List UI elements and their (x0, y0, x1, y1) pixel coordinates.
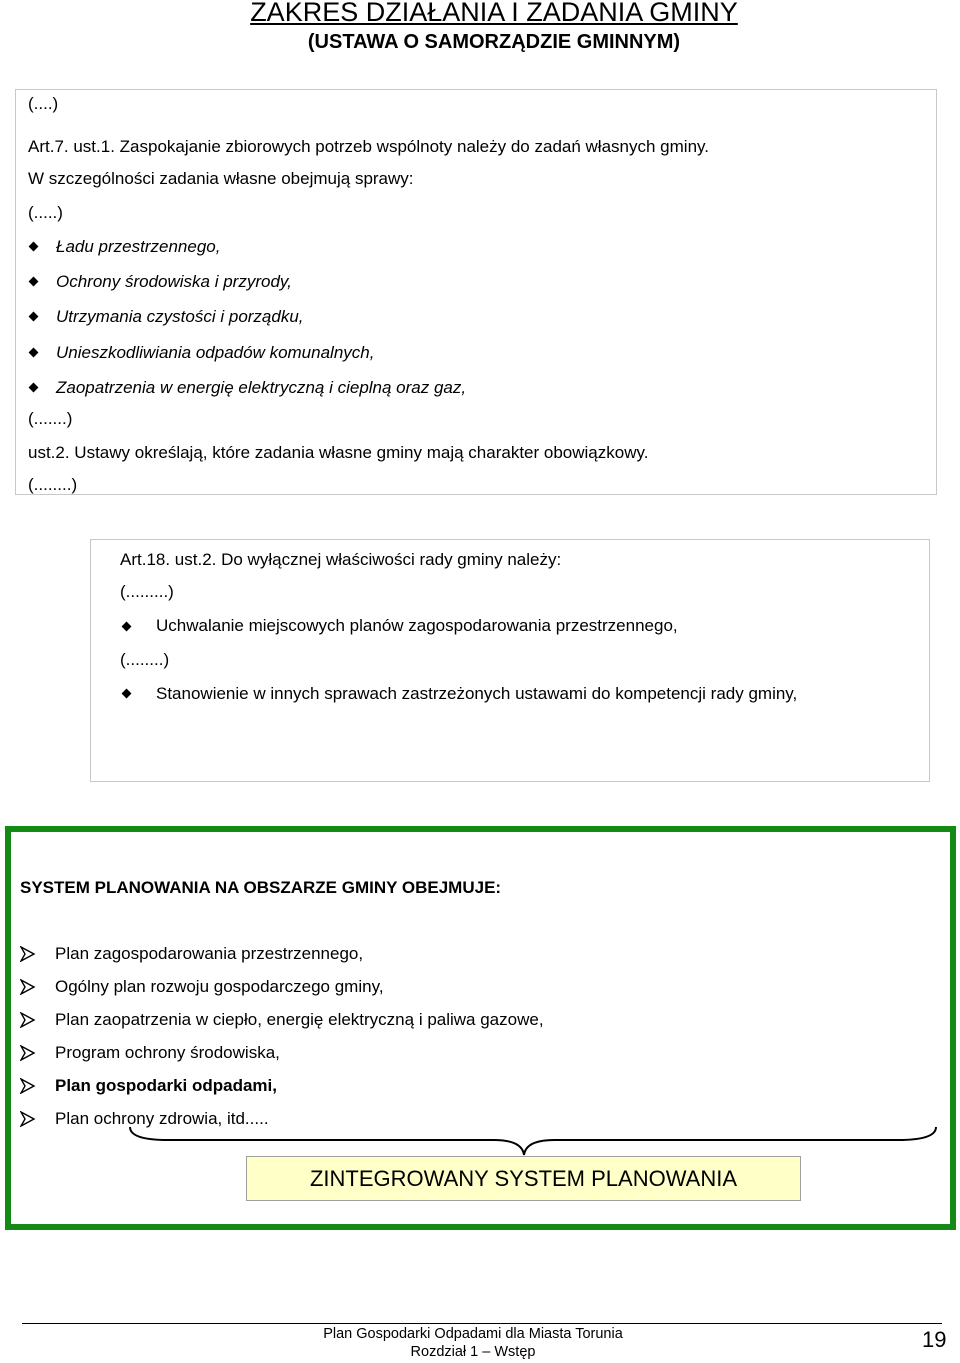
arrow-bullet-icon (20, 1111, 36, 1127)
article-18-text: Art.18. ust.2. Do wyłącznej właściwości rady gminy należy: (120, 550, 562, 569)
list-item: Utrzymania czystości i porządku, (56, 307, 304, 326)
arrow-bullet-icon (20, 1012, 36, 1028)
ellipsis-text: (.......) (28, 409, 73, 428)
plan-item: Plan zagospodarowania przestrzennego, (55, 944, 364, 963)
plan-item: Ogólny plan rozwoju gospodarczego gminy, (55, 977, 384, 996)
ellipsis-text: (.....) (28, 203, 63, 222)
list-item: Zaopatrzenia w energię elektryczną i cieplną oraz gaz, (56, 378, 467, 397)
arrow-bullet-icon (20, 979, 36, 995)
article-18-box (90, 539, 930, 782)
page-subtitle: (USTAWA O SAMORZĄDZIE GMINNYM) (307, 31, 681, 53)
article-7-text: Art.7. ust.1. Zaspokajanie zbiorowych potrzeb wspólnoty należy do zadań własnych gminy. (28, 137, 709, 156)
arrow-bullet-icon (20, 946, 36, 962)
article-7-ust2: ust.2. Ustawy określają, które zadania własne gminy mają charakter obowiązkowy. (28, 443, 649, 462)
ellipsis-text: (........) (120, 650, 170, 669)
list-item: Ochrony środowiska i przyrody, (56, 272, 292, 291)
arrow-bullet-icon (20, 1078, 36, 1094)
plan-item: Plan ochrony zdrowia, itd..... (55, 1109, 269, 1128)
list-item: Unieszkodliwiania odpadów komunalnych, (56, 343, 375, 362)
integrated-system-label: ZINTEGROWANY SYSTEM PLANOWANIA (246, 1156, 801, 1201)
page-number: 19 (922, 1327, 947, 1352)
footer-chapter: Rozdział 1 – Wstęp (410, 1344, 536, 1360)
page-title: ZAKRES DZIAŁANIA I ZADANIA GMINY (250, 0, 738, 27)
ellipsis-text: (....) (28, 94, 59, 113)
plan-item: Plan zaopatrzenia w ciepło, energię elektryczną i paliwa gazowe, (55, 1010, 544, 1029)
list-item: Uchwalanie miejscowych planów zagospodarowania przestrzennego, (156, 616, 678, 635)
arrow-bullet-icon (20, 1045, 36, 1061)
plan-item: Program ochrony środowiska, (55, 1043, 280, 1062)
curly-brace-icon (128, 1124, 940, 1158)
plan-item: Plan gospodarki odpadami, (55, 1076, 277, 1095)
footer-divider (22, 1323, 942, 1324)
list-item: Stanowienie w innych sprawach zastrzeżonych ustawami do kompetencji rady gminy, (156, 684, 798, 703)
footer-document-title: Plan Gospodarki Odpadami dla Miasta Torunia (323, 1326, 623, 1342)
ellipsis-text: (........) (28, 475, 78, 494)
system-title: SYSTEM PLANOWANIA NA OBSZARZE GMINY OBEJMUJE: (20, 878, 502, 897)
ellipsis-text: (.........) (120, 582, 174, 601)
list-item: Ładu przestrzennego, (56, 237, 221, 256)
article-7-intro: W szczególności zadania własne obejmują sprawy: (28, 169, 414, 188)
